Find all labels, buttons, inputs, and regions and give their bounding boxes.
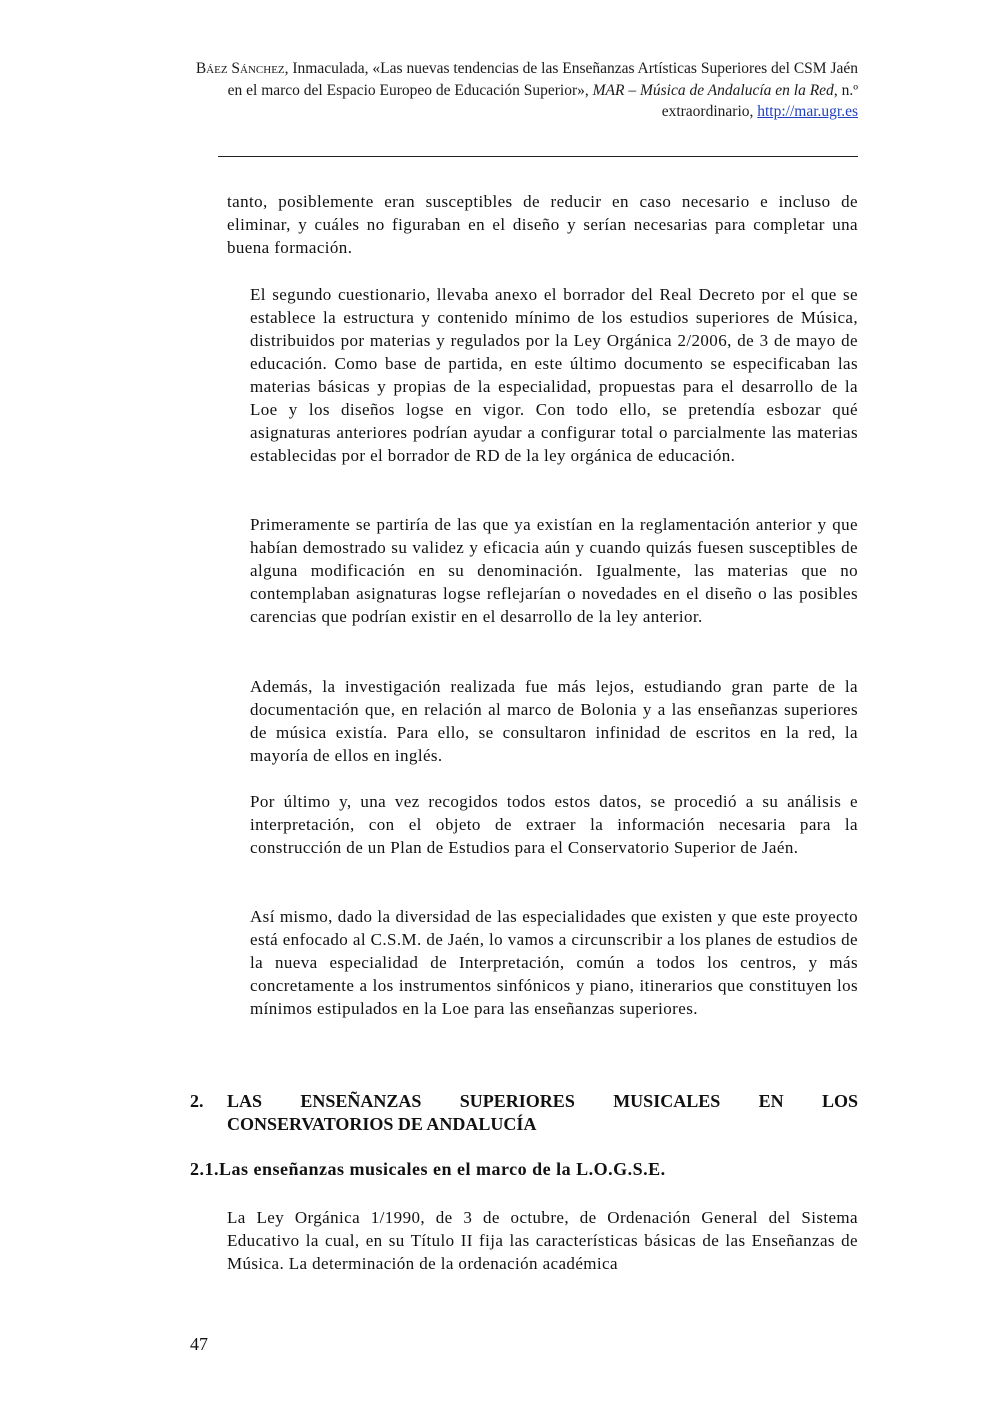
paragraph-4: Además, la investigación realizada fue más lejos, estudiando gran parte de la documentación que, en relación al marco de Bolonia y a las enseñanzas superiores de música existía. Para ello, se consultaron infinidad de escritos en la red, la mayoría de ellos en inglés. [250, 677, 858, 765]
header-journal-cont: la Red [793, 81, 834, 99]
section-heading [190, 1090, 858, 1136]
paragraph-7: La Ley Orgánica 1/1990, de 3 de octubre, de Ordenación General del Sistema Educativo la cual, en su Título II fija las características básicas de las Enseñanzas de Música. La determinación de la ordenación académica [227, 1208, 858, 1273]
section-title: LAS ENSEÑANZAS SUPERIORES MUSICALES EN LOS CONSERVATORIOS DE ANDALUCÍA [227, 1091, 858, 1134]
paragraph-1: tanto, posiblemente eran susceptibles de reducir en caso necesario e incluso de eliminar, y cuáles no figuraban en el diseño y serían necesarias para completar una buena formación. [227, 192, 858, 257]
running-header [185, 58, 858, 123]
subsection-number: 2.1. [190, 1159, 219, 1179]
paragraph-3: Primeramente se partiría de las que ya existían en la reglamentación anterior y que habían demostrado su validez y eficacia aún y cuando quizás fuesen susceptibles de alguna modificación en su denominación. Igualmente, las materias que no contemplaban asignaturas logse reflejarían o novedades en el diseño o las posibles carencias que podrían existir en el desarrollo de la ley anterior. [250, 515, 858, 626]
header-journal: MAR – Música de Andalucía en [592, 81, 790, 99]
header-rule [218, 156, 858, 157]
header-link[interactable]: http://mar.ugr.es [757, 103, 858, 120]
header-author-surname: Báez Sánchez [195, 60, 285, 77]
header-line2: CSM Jaén en el marco del Espacio Europeo de Educación Superior», [227, 60, 858, 99]
page-number: 47 [190, 1334, 208, 1354]
header-citation [185, 58, 858, 123]
paragraph-2: El segundo cuestionario, llevaba anexo el borrador del Real Decreto por el que se establece la estructura y contenido mínimo de los estudios superiores de Música, distribuidos por materias y regulados por la Ley Orgánica 2/2006, de 3 de mayo de educación. Como base de partida, en este último documento se especificaban las materias básicas y propias de la especialidad, propuestas para el desarrollo de la Loe y los diseños logse en vigor. Con todo ello, se pretendía esbozar qué asignaturas anteriores podrían ayudar a configurar total o parcialmente las materias establecidas por el borrador de RD de la ley orgánica de educación. [250, 285, 858, 465]
section-number: 2. [190, 1091, 204, 1111]
header-issue: , n.º extraordinario, [661, 81, 858, 120]
paragraph-5: Por último y, una vez recogidos todos estos datos, se procedió a su análisis e interpretación, con el objeto de extraer la información necesaria para la construcción de un Plan de Estudios para el Conservatorio Superior de Jaén. [250, 792, 858, 857]
subsection-title: Las enseñanzas musicales en el marco de la L.O.G.S.E. [219, 1159, 666, 1179]
subsection-heading [190, 1158, 858, 1181]
header-line1-rest: , Inmaculada, «Las nuevas tendencias de las Enseñanzas Artísticas Superiores del [284, 60, 790, 77]
paragraph-6: Así mismo, dado la diversidad de las especialidades que existen y que este proyecto está enfocado al C.S.M. de Jaén, lo vamos a circunscribir a los planes de estudios de la nueva especialidad de Interpretación, común a todos los centros, y más concretamente a los instrumentos sinfónicos y piano, itinerarios que constituyen los mínimos estipulados en la Loe para las enseñanzas superiores. [250, 907, 858, 1018]
